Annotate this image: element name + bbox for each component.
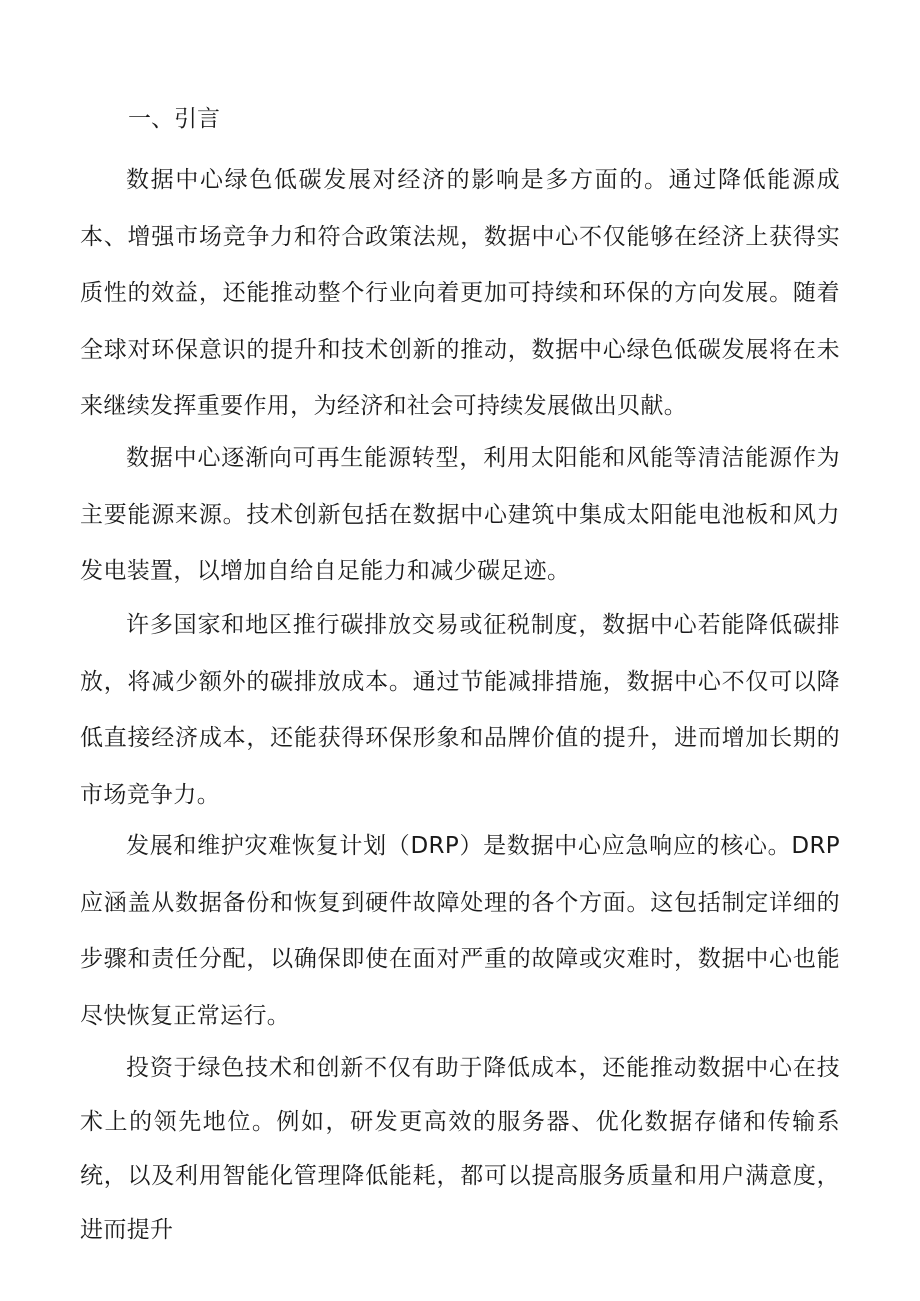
paragraph-disaster-recovery: 发展和维护灾难恢复计划（DRP）是数据中心应急响应的核心。DRP应涵盖从数据备份和恢复到硬件故障处理的各个方面。这包括制定详细的步骤和责任分配，以确保即使在面对严重的故障或灾难时，数据中心也能尽快恢复正常运行。 xyxy=(80,833,840,1029)
paragraph-carbon-trading: 许多国家和地区推行碳排放交易或征税制度，数据中心若能降低碳排放，将减少额外的碳排放成本。通过节能减排措施，数据中心不仅可以降低直接经济成本，还能获得环保形象和品牌价值的提升，进而增加长期的市场竞争力。 xyxy=(80,612,840,808)
paragraph-renewable-energy: 数据中心逐渐向可再生能源转型，利用太阳能和风能等清洁能源作为主要能源来源。技术创新包括在数据中心建筑中集成太阳能电池板和风力发电装置，以增加自给自足能力和减少碳足迹。 xyxy=(80,445,840,584)
section-heading: 一、引言 xyxy=(128,106,220,132)
paragraph-green-investment: 投资于绿色技术和创新不仅有助于降低成本，还能推动数据中心在技术上的领先地位。例如，研发更高效的服务器、优化数据存储和传输系统，以及利用智能化管理降低能耗，都可以提高服务质量和用户满意度，进而提升 xyxy=(80,1055,840,1243)
paragraph-economic-impact: 数据中心绿色低碳发展对经济的影响是多方面的。通过降低能源成本、增强市场竞争力和符合政策法规，数据中心不仅能够在经济上获得实质性的效益，还能推动整个行业向着更加可持续和环保的方向发展。随着全球对环保意识的提升和技术创新的推动，数据中心绿色低碳发展将在未来继续发挥重要作用，为经济和社会可持续发展做出贝献。 xyxy=(80,167,840,419)
